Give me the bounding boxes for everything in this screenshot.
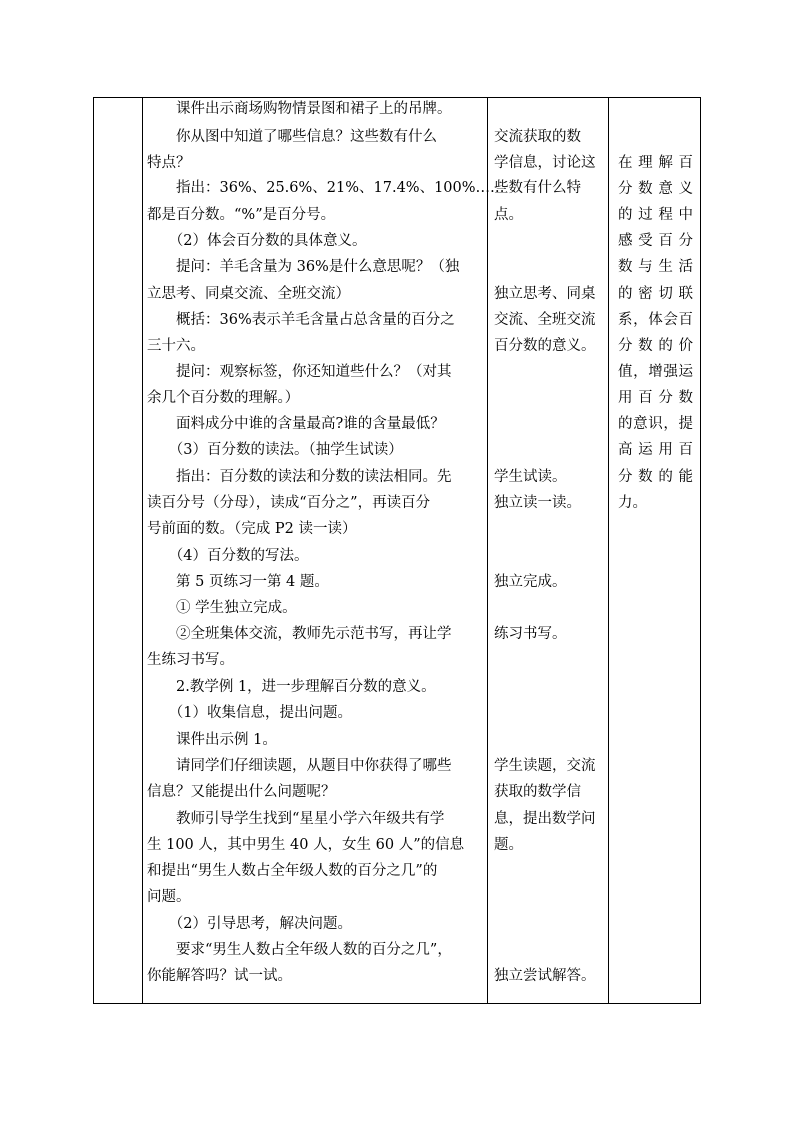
main_column-line: 和提出“男生人数占全年级人数的百分之几”的 [147,863,438,879]
student_column-line: 交流、全班交流 [494,312,596,328]
main_column-line: 提问：观察标签，你还知道些什么？（对其 [147,364,452,380]
main_column-line: 你能解答吗？试一试。 [147,968,292,984]
main_column-line: （3）百分数的读法。（抽学生试读） [147,442,403,458]
teaching-process-column [143,98,505,1003]
lesson-plan-table [93,97,701,1004]
student_column-line: 独立尝试解答。 [494,968,596,984]
intent_column-line: 的 密 切 联 [618,286,693,302]
main_column-line: 信息？又能提出什么问题呢？ [147,784,336,800]
main_column-line: 请同学们仔细读题，从题目中你获得了哪些 [147,758,452,774]
student_column-line: 学信息，讨论这 [494,155,596,171]
main_column-line: 问题。 [147,889,191,905]
intent_column-line: 高 运 用 百 [618,442,693,458]
intent_column-line: 感 受 百 分 [618,233,693,249]
intent_column-line: 分 数 意 义 [618,181,693,197]
student_column-line: 独立读一读。 [494,495,581,511]
intent_column-line: 分 数 的 能 [618,469,693,485]
intent_column-line: 分 数 的 价 [618,338,693,354]
main_column-line: 号前面的数。（完成 P2 读一读） [147,521,357,537]
intent_column-line: 系 ， 体 会 百 [618,312,693,328]
main_column-line: 立思考、同桌交流、全班交流） [147,286,350,302]
main_column-line: 读百分号（分母），读成“百分之”，再读百分 [147,495,431,511]
main_column-line: ① 学生独立完成。 [147,600,297,616]
main_column-line: 课件出示例 1。 [147,732,277,748]
student_column-line: 百分数的意义。 [494,338,596,354]
main_column-line: 2.教学例 1，进一步理解百分数的意义。 [147,679,436,695]
main_column-line: 生 100 人，其中男生 40 人，女生 60 人”的信息 [147,837,465,853]
main_column-line: 教师引导学生找到“星星小学六年级共有学 [147,811,445,827]
main_column-line: （4）百分数的写法。 [147,548,309,564]
main_column-line: 你从图中知道了哪些信息？这些数有什么 [147,129,437,145]
student_column-line: 练习书写。 [494,626,567,642]
main_column-line: 课件出示商场购物情景图和裙子上的吊牌。 [147,101,452,117]
main_column-line: 面料成分中谁的含量最高?谁的含量最低？ [147,416,445,432]
main_column-line: 都是百分数。“%”是百分号。 [147,207,336,223]
intent_column-line: 数 与 生 活 [618,259,693,275]
student_column-line: 些数有什么特 [494,180,581,196]
student_column-line: 独立完成。 [494,574,567,590]
main_column-line: 指出：百分数的读法和分数的读法相同。先 [147,469,452,485]
student_column-line: 息，提出数学问 [494,811,596,827]
main_column-line: 生练习书写。 [147,652,234,668]
main_column-line: 三十六。 [147,338,205,354]
main_column-line: ②全班集体交流，教师先示范书写，再让学 [147,626,452,642]
intent_column-line: 力。 [618,495,647,511]
intent_column-line: 用 百 分 数 [618,390,693,406]
main_column-line: 指出：36%、25.6%、21%、17.4%、100%…… [147,180,505,196]
main_column-line: 概括：36%表示羊毛含量占总含量的百分之 [147,312,455,328]
design-intent-column [609,98,701,1003]
intent_column-line: 的 意 识 ， 提 [618,416,693,432]
student_column-line: 交流获取的数 [494,129,581,145]
student_column-line: 学生试读。 [494,469,567,485]
student_column-line: 学生读题，交流 [494,758,596,774]
intent_column-line: 在 理 解 百 [618,155,693,171]
student_column-line: 题。 [494,837,523,853]
student_column-line: 点。 [494,207,523,223]
student_column-line: 获取的数学信 [494,784,581,800]
intent_column-line: 的 过 程 中 [618,207,693,223]
main_column-line: 第 5 页练习一第 4 题。 [147,574,329,590]
student-activity-column [488,98,608,1003]
main_column-line: 提问：羊毛含量为 36%是什么意思呢？（独 [147,259,460,275]
intent_column-line: 值 ， 增 强 运 [618,364,693,380]
main_column-line: （2）体会百分数的具体意义。 [147,233,367,249]
main_column-line: 特点？ [147,155,191,171]
main_column-line: （1）收集信息，提出问题。 [147,705,352,721]
main_column-line: 要求“男生人数占全年级人数的百分之几”， [147,942,452,958]
main_column-line: 余几个百分数的理解。） [147,390,300,406]
student_column-line: 独立思考、同桌 [494,286,596,302]
main_column-line: （2）引导思考，解决问题。 [147,916,352,932]
